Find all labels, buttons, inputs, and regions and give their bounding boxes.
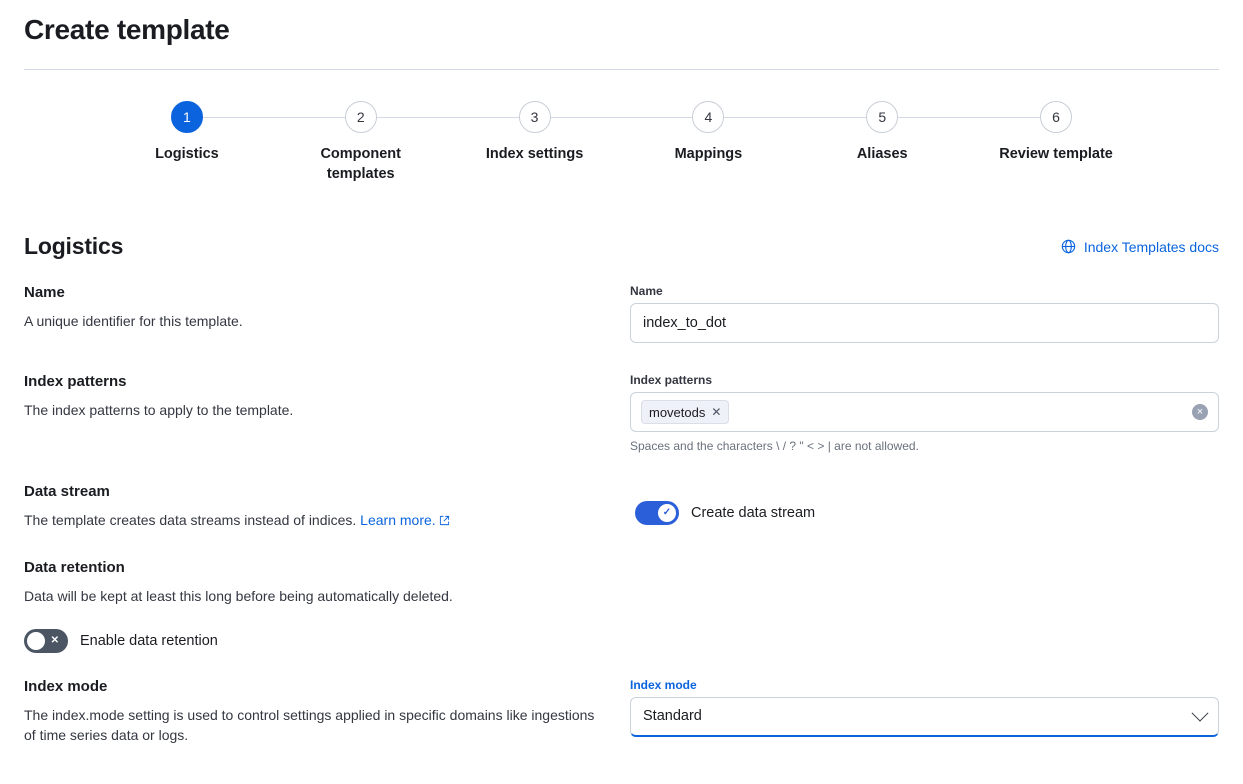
form-row-data-retention — [24, 559, 1219, 652]
step-aliases[interactable] — [795, 101, 969, 184]
index-patterns-helper-text: Spaces and the characters \ / ? " < > | are not allowed. — [630, 439, 919, 453]
name-section-description: A unique identifier for this template. — [24, 313, 243, 329]
name-field-label: Name — [630, 284, 663, 298]
section-header — [24, 233, 1219, 260]
wizard-stepper — [24, 101, 1219, 184]
logistics-form — [24, 284, 1219, 745]
step-label: Aliases — [856, 146, 908, 162]
name-input-col — [630, 284, 1219, 343]
step-number: 6 — [1040, 101, 1072, 133]
index-patterns-combobox[interactable] — [630, 392, 1219, 432]
index-patterns-description-col — [24, 373, 630, 420]
index-mode-select-col — [630, 678, 1219, 737]
step-circle-row — [274, 101, 448, 133]
toggle-cross-icon: ✕ — [50, 634, 59, 646]
name-section-title: Name — [24, 284, 65, 301]
step-review-template[interactable] — [969, 101, 1143, 184]
index-mode-field-label: Index mode — [630, 677, 697, 692]
name-input[interactable] — [630, 303, 1219, 343]
index-templates-docs-link[interactable] — [1061, 239, 1219, 255]
form-row-name — [24, 284, 1219, 343]
enable-data-retention-toggle[interactable] — [24, 629, 68, 653]
data-retention-section-title: Data retention — [24, 559, 125, 577]
name-description-col — [24, 284, 630, 331]
step-index-settings[interactable] — [448, 101, 622, 184]
form-row-index-mode — [24, 678, 1219, 746]
index-mode-select[interactable] — [630, 697, 1219, 737]
index-mode-description-col — [24, 678, 630, 746]
toggle-knob — [27, 632, 45, 650]
step-mappings[interactable] — [621, 101, 795, 184]
index-patterns-input-col — [630, 373, 1219, 453]
create-data-stream-toggle[interactable] — [635, 501, 679, 525]
step-circle-row — [969, 101, 1143, 133]
step-circle-row — [448, 101, 622, 133]
step-logistics[interactable] — [100, 101, 274, 184]
index-mode-section-title: Index mode — [24, 677, 108, 695]
remove-pill-icon[interactable]: ✕ — [711, 405, 722, 419]
docs-link-label: Index Templates docs — [1083, 238, 1219, 255]
index-patterns-section-description: The index patterns to apply to the template. — [24, 402, 294, 418]
step-circle-row — [795, 101, 969, 133]
step-number: 3 — [519, 101, 551, 133]
data-stream-description-text: The template creates data streams instead of indices. — [24, 512, 357, 528]
index-pattern-pill-label: movetods — [649, 404, 706, 420]
data-stream-learn-more-link[interactable]: Learn more. — [360, 512, 436, 528]
index-pattern-pill[interactable] — [641, 400, 729, 424]
step-label: Component templates — [320, 146, 401, 182]
data-retention-description-col — [24, 559, 635, 652]
index-patterns-section-title: Index patterns — [24, 373, 127, 390]
data-stream-section-description — [24, 510, 607, 531]
enable-data-retention-label: Enable data retention — [80, 632, 218, 649]
step-label: Review template — [999, 146, 1113, 162]
index-patterns-field-label: Index patterns — [630, 373, 713, 387]
step-circle-row — [100, 101, 274, 133]
index-mode-selected-value: Standard — [643, 708, 702, 725]
form-row-index-patterns — [24, 373, 1219, 453]
data-stream-description-col — [24, 483, 635, 531]
form-row-data-stream — [24, 483, 1219, 531]
toggle-check-icon: ✓ — [662, 507, 672, 518]
step-label: Logistics — [155, 146, 219, 162]
step-label: Mappings — [674, 146, 743, 162]
index-mode-section-description: The index.mode setting is used to control settings applied in specific domains like ingestions of time series data or logs. — [24, 706, 595, 743]
section-title: Logistics — [24, 233, 124, 259]
step-label: Index settings — [485, 146, 584, 162]
enable-data-retention-row — [24, 629, 607, 653]
clear-combobox-icon[interactable]: × — [1192, 404, 1208, 420]
data-stream-toggle-col — [635, 483, 1219, 525]
external-link-icon — [439, 511, 450, 531]
page-title: Create template — [24, 14, 230, 45]
toggle-knob — [658, 504, 676, 522]
step-number: 5 — [866, 101, 898, 133]
step-number: 2 — [345, 101, 377, 133]
step-number: 1 — [171, 101, 203, 133]
data-retention-section-description: Data will be kept at least this long before being automatically deleted. — [24, 588, 453, 605]
step-number: 4 — [692, 101, 724, 133]
documentation-icon — [1061, 239, 1076, 254]
create-data-stream-label: Create data stream — [691, 505, 816, 521]
step-component-templates[interactable] — [274, 101, 448, 184]
chevron-down-icon — [1192, 705, 1209, 722]
data-stream-section-title: Data stream — [24, 483, 110, 500]
create-data-stream-row — [635, 501, 1219, 525]
step-circle-row — [621, 101, 795, 133]
title-divider — [24, 69, 1219, 70]
